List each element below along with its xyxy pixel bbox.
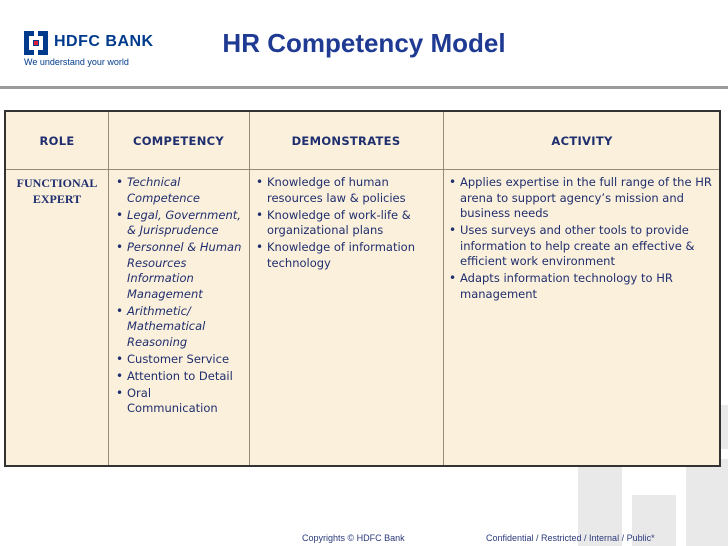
list-item xyxy=(256,240,438,271)
list-item-text: Attention to Detail xyxy=(127,368,233,383)
footer-classification: Confidential / Restricted / Internal / Public* xyxy=(486,533,655,543)
list-item xyxy=(116,352,244,368)
list-item-text: Uses surveys and other tools to provide information to help create an effective & efficient work environment xyxy=(460,223,695,268)
list-item-text: Personnel & Human Resources Information Management xyxy=(127,240,242,301)
list-item xyxy=(256,208,438,239)
list-item-text: Legal, Government, & Jurisprudence xyxy=(127,207,241,237)
bullet-icon: • xyxy=(116,385,124,400)
bullet-icon: • xyxy=(256,175,264,189)
bullet-icon: • xyxy=(116,303,124,318)
list-item-text: Technical Competence xyxy=(127,175,200,205)
list-item xyxy=(116,304,244,351)
list-item-text: Arithmetic/ Mathematical Reasoning xyxy=(127,303,206,349)
list-item-text: Knowledge of work-life & organizational plans xyxy=(267,207,411,237)
bullet-icon: • xyxy=(449,223,457,237)
list-item xyxy=(449,223,715,270)
bullet-icon: • xyxy=(116,175,124,189)
slide-title: HR Competency Model xyxy=(222,28,506,58)
bullet-icon: • xyxy=(116,207,124,222)
list-item xyxy=(116,175,244,206)
list-item xyxy=(449,175,715,222)
list-item xyxy=(116,369,244,385)
column-divider xyxy=(249,112,250,465)
bullet-icon: • xyxy=(449,175,457,189)
bullet-icon: • xyxy=(449,271,457,285)
header-demonstrates: DEMONSTRATES xyxy=(291,134,401,148)
list-item xyxy=(116,208,244,239)
header-divider xyxy=(0,86,728,89)
list-item-text: Customer Service xyxy=(127,351,230,366)
list-item xyxy=(116,386,244,417)
bullet-icon: • xyxy=(116,240,124,254)
demonstrates-list xyxy=(256,175,438,273)
list-item xyxy=(256,175,438,206)
logo-name: HDFC BANK xyxy=(54,33,154,50)
logo-tagline: We understand your world xyxy=(24,57,129,67)
list-item xyxy=(449,271,715,302)
list-item-text: Adapts information technology to HR management xyxy=(460,271,673,301)
competency-table xyxy=(4,110,721,467)
list-item xyxy=(116,240,244,302)
bullet-icon: • xyxy=(116,351,124,366)
list-item-text: Oral Communication xyxy=(127,385,218,415)
footer-copyright: Copyrights © HDFC Bank xyxy=(302,533,405,543)
bullet-icon: • xyxy=(256,207,264,222)
header-row-divider xyxy=(6,169,719,170)
column-divider xyxy=(443,112,444,465)
activity-list xyxy=(449,175,715,304)
role-cell: FUNCTIONAL EXPERT xyxy=(16,176,98,206)
column-divider xyxy=(108,112,109,465)
bullet-icon: • xyxy=(256,240,264,254)
list-item-text: Knowledge of information technology xyxy=(267,240,415,270)
header-role: ROLE xyxy=(39,134,75,148)
competency-list xyxy=(116,175,244,418)
list-item-text: Knowledge of human resources law & policies xyxy=(267,175,406,205)
list-item-text: Applies expertise in the full range of the HR arena to support agency’s mission and business needs xyxy=(460,175,712,220)
header-competency: COMPETENCY xyxy=(132,134,225,148)
bullet-icon: • xyxy=(116,368,124,383)
header-activity: ACTIVITY xyxy=(551,134,613,148)
